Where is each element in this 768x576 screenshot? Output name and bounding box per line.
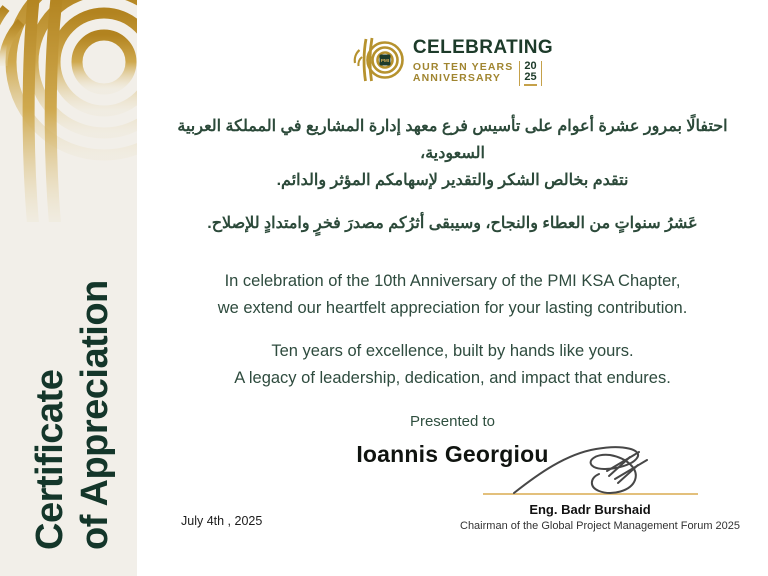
anniversary-subtitle-line1: OUR TEN YEARS [412, 60, 514, 73]
anniversary-subtitle-line2: ANNIVERSARY [412, 72, 502, 85]
year-top: 20 [524, 60, 537, 72]
anniversary-subtitle-row [413, 61, 553, 86]
arabic-appreciation-paragraph [157, 113, 748, 194]
pmi-badge-text: PMI [380, 59, 390, 64]
presented-to-label: Presented to [409, 412, 496, 430]
arabic-line-2: نتقدم بخالص الشكر والتقدير لإسهامكم المؤثر والدائم. [276, 171, 629, 189]
arabic-legacy-paragraph [157, 210, 748, 237]
anniversary-logo-text [413, 36, 553, 86]
english-p2-line1: Ten years of excellence, built by hands like yours. [271, 341, 634, 360]
recipient-name: Ioannis Georgiou [356, 440, 549, 467]
signature-block [460, 441, 741, 532]
anniversary-logo [137, 0, 768, 86]
certificate-title-line2: of Appreciation [74, 280, 116, 550]
english-p2-line2: A legacy of leadership, dedication, and impact that endures. [234, 368, 671, 387]
year-underline [524, 84, 536, 86]
certificate-title-line1: Certificate [29, 369, 71, 550]
english-p1-line2: we extend our heartfelt appreciation for your lasting contribution. [217, 298, 688, 317]
english-p1-line1: In celebration of the 10th Anniversary of the PMI KSA Chapter, [224, 271, 681, 290]
certificate-date: July 4th , 2025 [181, 514, 263, 528]
signatory-title: Chairman of the Global Project Management Forum 2025 [460, 520, 741, 532]
anniversary-subtitle [413, 62, 513, 85]
year-bottom: 25 [524, 71, 537, 83]
english-legacy-paragraph [147, 338, 758, 392]
english-appreciation-paragraph [147, 268, 758, 322]
ten-years-logo-icon [352, 36, 404, 84]
signatory-name: Eng. Badr Burshaid [529, 502, 651, 517]
year-badge [519, 61, 541, 86]
signature-icon [500, 441, 680, 497]
decorative-ten-anniversary-graphic [0, 0, 137, 222]
sidebar-panel [0, 0, 137, 576]
celebrating-label: CELEBRATING [412, 37, 554, 58]
arabic-line-1: احتفالًا بمرور عشرة أعوام على تأسيس فرع معهد إدارة المشاريع في المملكة العربية السعودية، [177, 117, 728, 162]
certificate-title-vertical [28, 280, 118, 550]
certificate-body [137, 0, 768, 576]
arabic-line-3: عَشرُ سنواتٍ من العطاء والنجاح، وسيبقى أثرُكم مصدرَ فخرٍ وامتدادٍ للإصلاح. [207, 214, 698, 232]
